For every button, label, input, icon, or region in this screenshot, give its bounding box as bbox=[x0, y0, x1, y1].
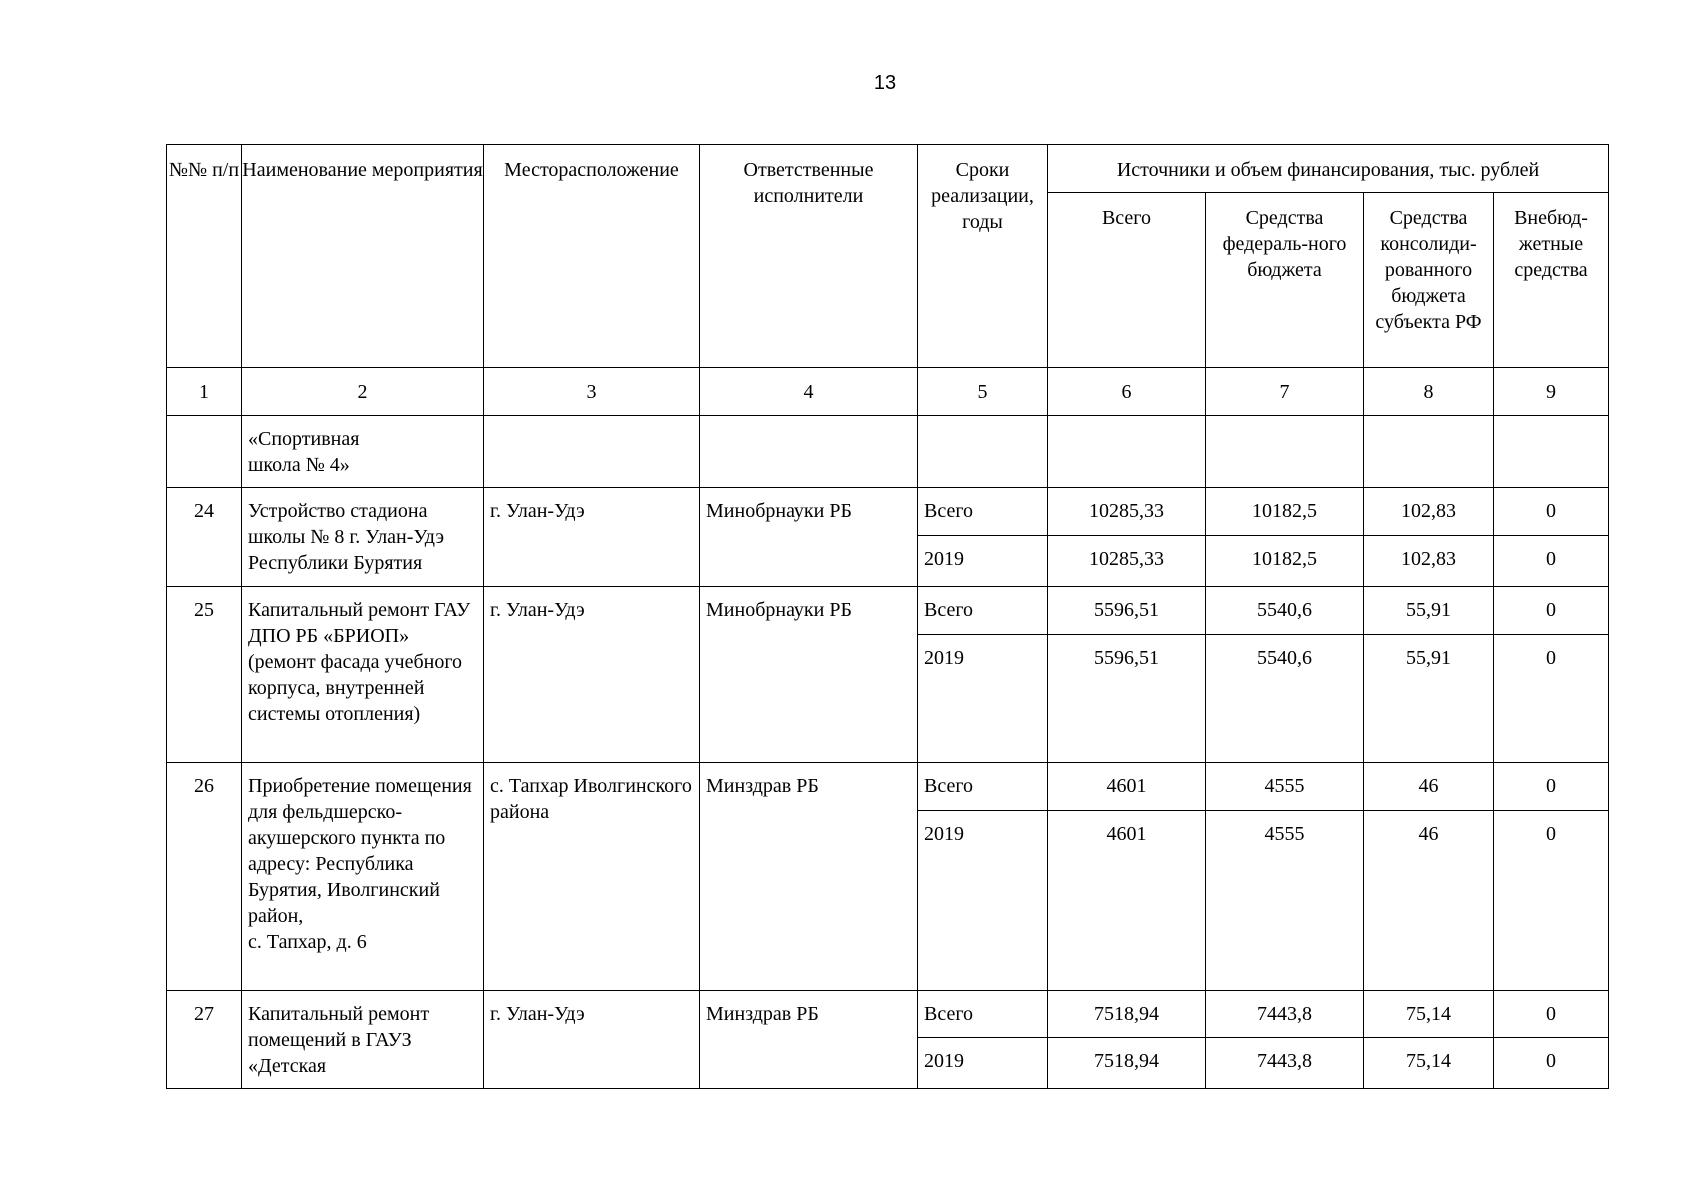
row-name-address: с. Тапхар, д. 6 bbox=[248, 931, 367, 953]
header-name: Наименование мероприятия bbox=[242, 145, 484, 368]
row-regional: 46 bbox=[1364, 811, 1494, 991]
funding-table bbox=[166, 144, 1609, 1089]
row-regional: 75,14 bbox=[1364, 1038, 1494, 1089]
row-num: 25 bbox=[167, 587, 242, 763]
header-location: Месторасположение bbox=[484, 145, 700, 368]
row-total: 4601 bbox=[1048, 811, 1206, 991]
row-total: 5596,51 bbox=[1048, 635, 1206, 763]
col-number: 3 bbox=[484, 368, 700, 416]
row-responsible: Минздрав РБ bbox=[700, 991, 918, 1089]
table-row bbox=[167, 763, 1609, 811]
row-federal: 4555 bbox=[1206, 811, 1364, 991]
row-federal: 7443,8 bbox=[1206, 1038, 1364, 1089]
continuation-name: «Спортивная школа № 4» bbox=[242, 416, 484, 488]
row-regional: 46 bbox=[1364, 763, 1494, 811]
row-period: 2019 bbox=[918, 635, 1048, 763]
header-funding: Источники и объем финансирования, тыс. рублей bbox=[1048, 145, 1609, 193]
col-number: 6 bbox=[1048, 368, 1206, 416]
row-name bbox=[242, 763, 484, 991]
row-location: г. Улан-Удэ bbox=[484, 587, 700, 763]
row-responsible: Минобрнауки РБ bbox=[700, 587, 918, 763]
row-extra: 0 bbox=[1494, 991, 1609, 1038]
header-federal: Средства федераль-ного бюджета bbox=[1206, 193, 1364, 368]
col-number: 8 bbox=[1364, 368, 1494, 416]
row-regional: 102,83 bbox=[1364, 488, 1494, 536]
row-extra: 0 bbox=[1494, 488, 1609, 536]
row-location: с. Тапхар Иволгинского района bbox=[484, 763, 700, 991]
row-regional: 55,91 bbox=[1364, 587, 1494, 635]
row-total: 7518,94 bbox=[1048, 991, 1206, 1038]
row-federal: 7443,8 bbox=[1206, 991, 1364, 1038]
header-row-top bbox=[167, 145, 1609, 193]
row-period: 2019 bbox=[918, 1038, 1048, 1089]
col-number: 9 bbox=[1494, 368, 1609, 416]
row-name: Капитальный ремонт помещений в ГАУЗ «Детская bbox=[242, 991, 484, 1089]
col-number: 1 bbox=[167, 368, 242, 416]
row-period: Всего bbox=[918, 587, 1048, 635]
row-federal: 4555 bbox=[1206, 763, 1364, 811]
row-federal: 5540,6 bbox=[1206, 587, 1364, 635]
table-row bbox=[167, 587, 1609, 635]
row-extra: 0 bbox=[1494, 1038, 1609, 1089]
col-number: 7 bbox=[1206, 368, 1364, 416]
table-row bbox=[167, 488, 1609, 536]
table-row-continuation bbox=[167, 416, 1609, 488]
col-number: 4 bbox=[700, 368, 918, 416]
row-federal: 10182,5 bbox=[1206, 488, 1364, 536]
row-extra: 0 bbox=[1494, 587, 1609, 635]
row-period: Всего bbox=[918, 763, 1048, 811]
row-total: 7518,94 bbox=[1048, 1038, 1206, 1089]
row-regional: 75,14 bbox=[1364, 991, 1494, 1038]
row-total: 4601 bbox=[1048, 763, 1206, 811]
row-period: 2019 bbox=[918, 811, 1048, 991]
header-num: №№ п/п bbox=[167, 145, 242, 368]
header-extra: Внебюд-жетные средства bbox=[1494, 193, 1609, 368]
row-name: Устройство стадиона школы № 8 г. Улан-Удэ Республики Бурятия bbox=[242, 488, 484, 587]
row-period: 2019 bbox=[918, 536, 1048, 587]
row-regional: 55,91 bbox=[1364, 635, 1494, 763]
col-number: 2 bbox=[242, 368, 484, 416]
row-extra: 0 bbox=[1494, 763, 1609, 811]
header-terms: Сроки реализации, годы bbox=[918, 145, 1048, 368]
row-name: Капитальный ремонт ГАУ ДПО РБ «БРИОП» (ремонт фасада учебного корпуса, внутренней системы отопления) bbox=[242, 587, 484, 763]
row-extra: 0 bbox=[1494, 536, 1609, 587]
row-location: г. Улан-Удэ bbox=[484, 488, 700, 587]
header-regional: Средства консолиди-рованного бюджета субъекта РФ bbox=[1364, 193, 1494, 368]
row-total: 10285,33 bbox=[1048, 536, 1206, 587]
row-total: 10285,33 bbox=[1048, 488, 1206, 536]
page-number: 13 bbox=[873, 72, 897, 94]
row-extra: 0 bbox=[1494, 811, 1609, 991]
row-regional: 102,83 bbox=[1364, 536, 1494, 587]
row-num: 24 bbox=[167, 488, 242, 587]
row-extra: 0 bbox=[1494, 635, 1609, 763]
row-total: 5596,51 bbox=[1048, 587, 1206, 635]
row-federal: 10182,5 bbox=[1206, 536, 1364, 587]
table-row bbox=[167, 991, 1609, 1038]
row-num: 26 bbox=[167, 763, 242, 991]
header-total: Всего bbox=[1048, 193, 1206, 368]
row-responsible: Минобрнауки РБ bbox=[700, 488, 918, 587]
row-num: 27 bbox=[167, 991, 242, 1089]
row-location: г. Улан-Удэ bbox=[484, 991, 700, 1089]
row-federal: 5540,6 bbox=[1206, 635, 1364, 763]
col-number: 5 bbox=[918, 368, 1048, 416]
row-name-main: Приобретение помещения для фельдшерско-акушерского пункта по адресу: Республика Бурятия, Иволгинский район, bbox=[248, 775, 472, 927]
row-period: Всего bbox=[918, 488, 1048, 536]
column-numbers-row bbox=[167, 368, 1609, 416]
row-period: Всего bbox=[918, 991, 1048, 1038]
header-responsible: Ответственные исполнители bbox=[700, 145, 918, 368]
row-responsible: Минздрав РБ bbox=[700, 763, 918, 991]
